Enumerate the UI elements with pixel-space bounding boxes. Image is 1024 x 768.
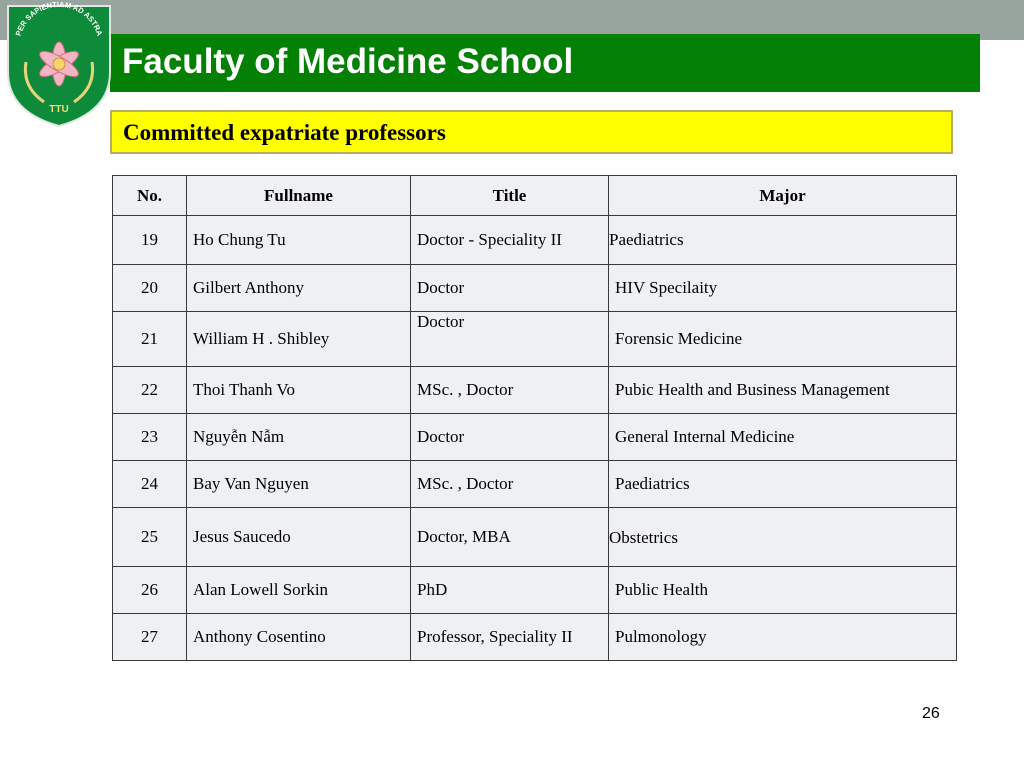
cell-no: 21 [113,312,187,367]
cell-fullname: Thoi Thanh Vo [187,367,411,414]
cell-major: Forensic Medicine [609,312,957,367]
cell-title: PhD [411,567,609,614]
cell-fullname: Jesus Saucedo [187,508,411,567]
table-row [113,461,957,508]
professors-table [112,175,957,661]
title-bar [110,34,980,92]
col-header-fullname: Fullname [187,176,411,216]
cell-major: Paediatrics [609,461,957,508]
cell-no: 22 [113,367,187,414]
cell-fullname: Bay Van Nguyen [187,461,411,508]
cell-no: 26 [113,567,187,614]
col-header-major: Major [609,176,957,216]
cell-major: Pulmonology [609,614,957,661]
cell-title: Professor, Speciality II [411,614,609,661]
col-header-no: No. [113,176,187,216]
cell-fullname: Nguyễn Nẫm [187,414,411,461]
table-row [113,265,957,312]
table-row [113,216,957,265]
cell-major: Public Health [609,567,957,614]
page-number: 26 [922,705,940,722]
logo-abbrev: TTU [49,104,69,115]
cell-fullname: Ho Chung Tu [187,216,411,265]
cell-no: 19 [113,216,187,265]
page-title: Faculty of Medicine School [122,42,574,81]
logo-motto: PER SAPIENTIAM AD ASTRA [13,2,105,38]
subtitle-banner [110,110,953,154]
cell-title: MSc. , Doctor [411,367,609,414]
cell-major: General Internal Medicine [609,414,957,461]
cell-title: Doctor [411,312,609,367]
col-header-title: Title [411,176,609,216]
table-row [113,508,957,567]
cell-major: Pubic Health and Business Management [609,367,957,414]
cell-title: Doctor [411,265,609,312]
cell-major: Obstetrics [609,508,957,567]
table-row [113,614,957,661]
cell-title: Doctor [411,414,609,461]
cell-no: 25 [113,508,187,567]
table-header-row [113,176,957,216]
cell-major: HIV Specilaity [609,265,957,312]
university-logo [4,2,114,128]
cell-fullname: Gilbert Anthony [187,265,411,312]
cell-no: 27 [113,614,187,661]
cell-major: Paediatrics [609,216,957,265]
cell-no: 23 [113,414,187,461]
subtitle-text: Committed expatriate professors [123,120,446,145]
table-row [113,414,957,461]
cell-fullname: Anthony Cosentino [187,614,411,661]
cell-title: MSc. , Doctor [411,461,609,508]
cell-fullname: William H . Shibley [187,312,411,367]
table-row [113,312,957,367]
table-row [113,367,957,414]
cell-fullname: Alan Lowell Sorkin [187,567,411,614]
cell-no: 20 [113,265,187,312]
cell-no: 24 [113,461,187,508]
table-row [113,567,957,614]
cell-title: Doctor, MBA [411,508,609,567]
cell-title: Doctor - Speciality II [411,216,609,265]
